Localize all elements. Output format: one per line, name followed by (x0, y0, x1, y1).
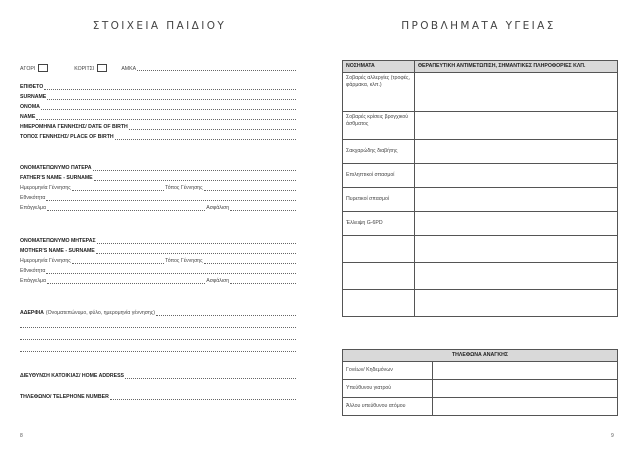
treatment-cell[interactable] (415, 236, 618, 263)
page-title-child-info: ΣΤΟΙΧΕΙΑ ΠΑΙΔΙΟΥ (92, 20, 227, 32)
table-row (343, 380, 618, 398)
treatment-cell[interactable] (415, 290, 618, 317)
child-pob-field[interactable]: ΤΟΠΟΣ ΓΕΝΝΗΣΗΣ/ PLACE OF BIRTH (20, 133, 296, 141)
emergency-phones-table (342, 349, 618, 416)
table-row (343, 290, 618, 317)
girl-label: ΚΟΡΙΤΣΙ (74, 66, 95, 72)
mother-name-gr-field[interactable]: ΟΝΟΜΑΤΕΠΩΝΥΜΟ ΜΗΤΕΡΑΣ (20, 237, 296, 245)
boy-label: ΑΓΟΡΙ (20, 66, 36, 72)
table-row (343, 188, 618, 212)
girl-checkbox[interactable] (97, 64, 107, 72)
treatment-col-header: ΘΕΡΑΠΕΥΤΙΚΗ ΑΝΤΙΜΕΤΩΠΙΣΗ, ΣΗΜΑΝΤΙΚΕΣ ΠΛΗΡΟΦΟΡΙΕΣ ΚΛΠ. (415, 61, 618, 73)
treatment-cell[interactable] (415, 112, 618, 140)
disease-label: Πυρετικοί σπασμοί (343, 188, 415, 212)
emergency-label: Γονέων/ Κηδεμόνων (343, 362, 433, 380)
father-name-en-field[interactable]: FATHER'S NAME - SURNAME (20, 174, 296, 182)
table-row (343, 236, 618, 263)
gender-amka-row (20, 64, 296, 72)
father-nationality-field[interactable]: Εθνικότητα (20, 194, 296, 202)
father-profession-field[interactable]: Επάγγελμα Ασφάλιση (20, 204, 296, 212)
treatment-cell[interactable] (415, 188, 618, 212)
amka-label: ΑΜΚΑ (121, 66, 137, 72)
treatment-cell[interactable] (415, 73, 618, 112)
diseases-table (342, 60, 618, 317)
emergency-phone-cell[interactable] (433, 398, 618, 416)
treatment-cell[interactable] (415, 212, 618, 236)
table-row (343, 212, 618, 236)
table-row (343, 140, 618, 164)
disease-label: Έλλειψη G-6PD (343, 212, 415, 236)
disease-label[interactable] (343, 263, 415, 290)
table-row (343, 73, 618, 112)
treatment-cell[interactable] (415, 140, 618, 164)
surname-gr-field[interactable]: ΕΠΙΘΕΤΟ (20, 83, 296, 91)
table-row (343, 112, 618, 140)
siblings-line-2[interactable] (20, 321, 296, 329)
table-row (343, 164, 618, 188)
mother-dob-pob-field[interactable]: Ημερομηνία Γέννησης Τόπος Γέννησης (20, 257, 296, 265)
table-row (343, 263, 618, 290)
diseases-col-header: ΝΟΣΗΜΑΤΑ (343, 61, 415, 73)
page-number-right: 9 (611, 433, 614, 439)
mother-profession-field[interactable]: Επάγγελμα Ασφάλιση (20, 277, 296, 285)
right-page (319, 0, 638, 458)
emergency-label: Υπεύθυνου γιατρού (343, 380, 433, 398)
treatment-cell[interactable] (415, 164, 618, 188)
diseases-table-header (343, 61, 618, 73)
page-number-left: 8 (20, 433, 23, 439)
boy-checkbox[interactable] (38, 64, 48, 72)
emergency-table-header (343, 350, 618, 362)
father-name-gr-field[interactable]: ΟΝΟΜΑΤΕΠΩΝΥΜΟ ΠΑΤΕΡΑ (20, 164, 296, 172)
mother-name-en-field[interactable]: MOTHER'S NAME - SURNAME (20, 247, 296, 255)
disease-label[interactable] (343, 236, 415, 263)
emergency-header: ΤΗΛΕΦΩΝΑ ΑΝΑΓΚΗΣ (343, 350, 618, 362)
phone-field[interactable]: ΤΗΛΕΦΩΝΟ/ TELEPHONE NUMBER (20, 393, 296, 401)
father-dob-pob-field[interactable]: Ημερομηνία Γέννησης Τόπος Γέννησης (20, 184, 296, 192)
address-field[interactable]: ΔΙΕΥΘΥΝΣΗ ΚΑΤΟΙΚΙΑΣ/ HOME ADDRESS (20, 372, 296, 380)
disease-label: Επιληπτικοί σπασμοί (343, 164, 415, 188)
emergency-label: Άλλου υπεύθυνου ατόμου (343, 398, 433, 416)
table-row (343, 398, 618, 416)
disease-label[interactable] (343, 290, 415, 317)
table-row (343, 362, 618, 380)
child-dob-field[interactable]: ΗΜΕΡΟΜΗΝΙΑ ΓΕΝΝΗΣΗΣ/ DATE OF BIRTH (20, 123, 296, 131)
page-title-health: ΠΡΟΒΛΗΜΑΤΑ ΥΓΕΙΑΣ (401, 20, 556, 32)
disease-label: Σακχαρώδης διαβήτης (343, 140, 415, 164)
name-en-field[interactable]: NAME (20, 113, 296, 121)
mother-nationality-field[interactable]: Εθνικότητα (20, 267, 296, 275)
siblings-field[interactable]: ΑΔΕΡΦΙΑ (Ονοματεπώνυμο, φύλο, ημερομηνία γέννησης) (20, 309, 296, 317)
emergency-phone-cell[interactable] (433, 380, 618, 398)
disease-label: Σοβαρές αλλεργίες (τροφές, φάρμακα, κλπ.) (343, 73, 415, 112)
treatment-cell[interactable] (415, 263, 618, 290)
name-gr-field[interactable]: ΟΝΟΜΑ (20, 103, 296, 111)
surname-en-field[interactable]: SURNAME (20, 93, 296, 101)
siblings-line-3[interactable] (20, 333, 296, 341)
emergency-phone-cell[interactable] (433, 362, 618, 380)
disease-label: Σοβαρές κρίσεις βρογχικού άσθματος (343, 112, 415, 140)
amka-field[interactable] (137, 66, 296, 71)
siblings-line-4[interactable] (20, 345, 296, 353)
